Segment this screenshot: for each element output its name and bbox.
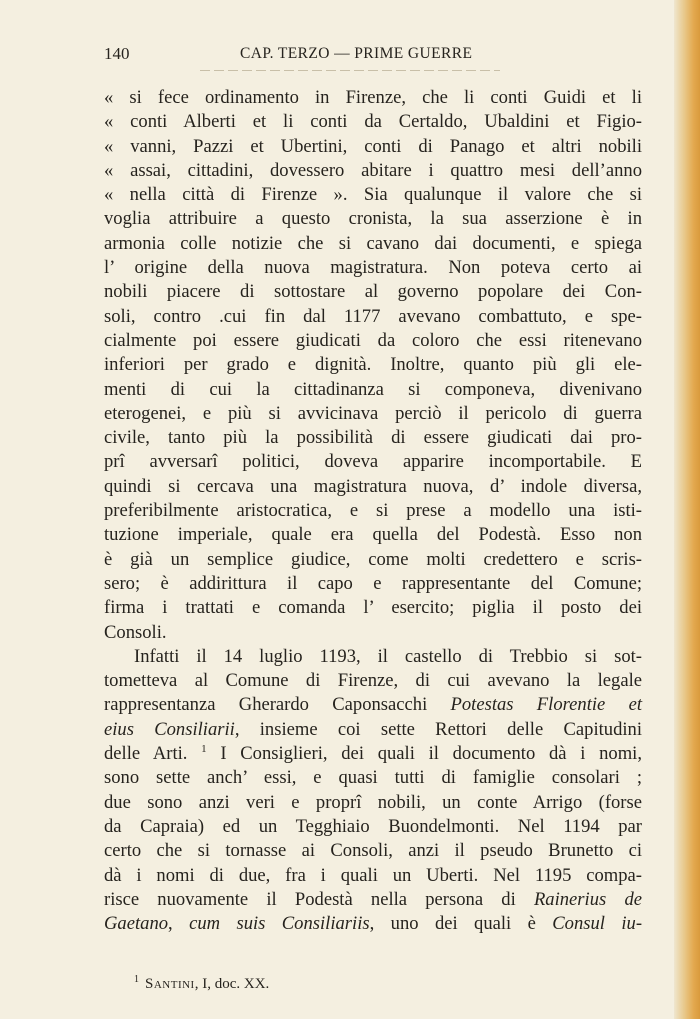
text-line: preferibilmente aristocratica, e si prese a modello una isti- (104, 500, 642, 522)
text-line: sono sette anch’ essi, e quasi tutti di famiglie consolari ; (104, 767, 642, 789)
text-line: Consoli. (104, 621, 167, 643)
text-line: nobili piacere di sottostare al governo popolare dei Con- (104, 281, 642, 303)
latin-quote: Rainerius de (533, 888, 642, 910)
text-line: quindi si cercava una magistratura nuova, d’ indole diversa, (104, 475, 642, 497)
latin-quote: Potestas Florentie et (450, 694, 642, 716)
text-line: dà i nomi di due, fra i quali un Uberti. Nel 1195 compa- (104, 864, 642, 886)
text-line (104, 742, 642, 766)
latin-quote: Gaetano (104, 913, 169, 935)
text-line: « assai, cittadini, dovessero abitare i quattro mesi dell’anno (104, 159, 642, 181)
text-line: armonia colle notizie che si cavano dai documenti, e spiega (104, 232, 642, 254)
text-line: menti di cui la cittadinanza si componeva, divenivano (104, 378, 642, 400)
footnote-author: Santini (145, 976, 195, 992)
text-line: « vanni, Pazzi et Ubertini, conti di Panago et altri nobili (104, 135, 642, 157)
latin-quote: Consul iu- (552, 913, 643, 935)
text-line: tuzione imperiale, quale era quella del Podestà. Esso non (104, 524, 642, 546)
text-line (104, 693, 642, 717)
page-edge (674, 0, 700, 1019)
text-line: « nella città di Firenze ». Sia qualunque il valore che si (104, 184, 642, 206)
text-line: firma i trattati e comanda l’ esercito; piglia il posto dei (104, 597, 642, 619)
header-rule (200, 70, 500, 71)
footnote (134, 974, 269, 993)
latin-quote: eius Consiliarii (104, 718, 235, 740)
body-text (104, 86, 642, 936)
text-line: cialmente poi essere giudicati da coloro che essi ritenevano (104, 329, 642, 351)
text-line (104, 888, 642, 912)
text-line: inferiori per grado e dignità. Inoltre, quanto più gli ele- (104, 354, 642, 376)
page-number: 140 (104, 44, 130, 63)
text-line: Infatti il 14 luglio 1193, il castello di Trebbio si sot- (134, 645, 642, 667)
text-line: è già un semplice giudice, come molti credettero e scris- (104, 548, 642, 570)
text-line (104, 718, 642, 742)
text-line: voglia attribuire a questo cronista, la sua asserzione è in (104, 208, 642, 230)
running-head: CAP. TERZO — PRIME GUERRE (240, 45, 473, 62)
footnote-marker: 1 (201, 742, 207, 755)
text-run: , (168, 913, 190, 935)
text-run: , insieme coi sette Rettori delle Capitudini (234, 718, 642, 740)
text-line: da Capraia) ed un Tegghiaio Buondelmonti. Nel 1194 par (104, 815, 642, 837)
text-run: risce nuovamente il Podestà nella persona di (104, 888, 534, 910)
text-line: certo che si tornasse ai Consoli, anzi il pseudo Brunetto ci (104, 840, 642, 862)
footnote-number: 1 (134, 974, 139, 985)
text-run: I Consiglieri, dei quali il documento dà i nomi, (206, 743, 642, 765)
text-line: « conti Alberti et li conti da Certaldo, Ubaldini et Figio- (104, 111, 642, 133)
text-line: civile, tanto più la possibilità di essere giudicati dai pro- (104, 427, 642, 449)
text-line (104, 912, 642, 936)
text-line: tometteva al Comune di Firenze, di cui avevano la legale (104, 670, 642, 692)
text-line: l’ origine della nuova magistratura. Non poteva certo ai (104, 257, 642, 279)
text-line: due sono anzi veri e proprî nobili, un conte Arrigo (forse (104, 791, 642, 813)
text-run: rappresentanza Gherardo Caponsacchi (104, 694, 451, 716)
text-run: delle Arti. (104, 743, 202, 765)
text-run: , uno dei quali è (369, 913, 553, 935)
text-line: soli, contro .cui fin dal 1177 avevano combattuto, e spe- (104, 305, 642, 327)
footnote-reference: , I, doc. XX. (194, 976, 270, 992)
text-line: eterogenei, e più si avvicinava perciò il pericolo di guerra (104, 402, 642, 424)
page-header (104, 44, 642, 68)
text-line: « si fece ordinamento in Firenze, che li conti Guidi et li (104, 87, 642, 108)
text-line: sero; è addirittura il capo e rappresentante del Comune; (104, 572, 642, 594)
latin-quote: cum suis Consiliariis (189, 913, 370, 935)
text-line: prî avversarî politici, doveva apparire incomportabile. E (104, 451, 642, 473)
